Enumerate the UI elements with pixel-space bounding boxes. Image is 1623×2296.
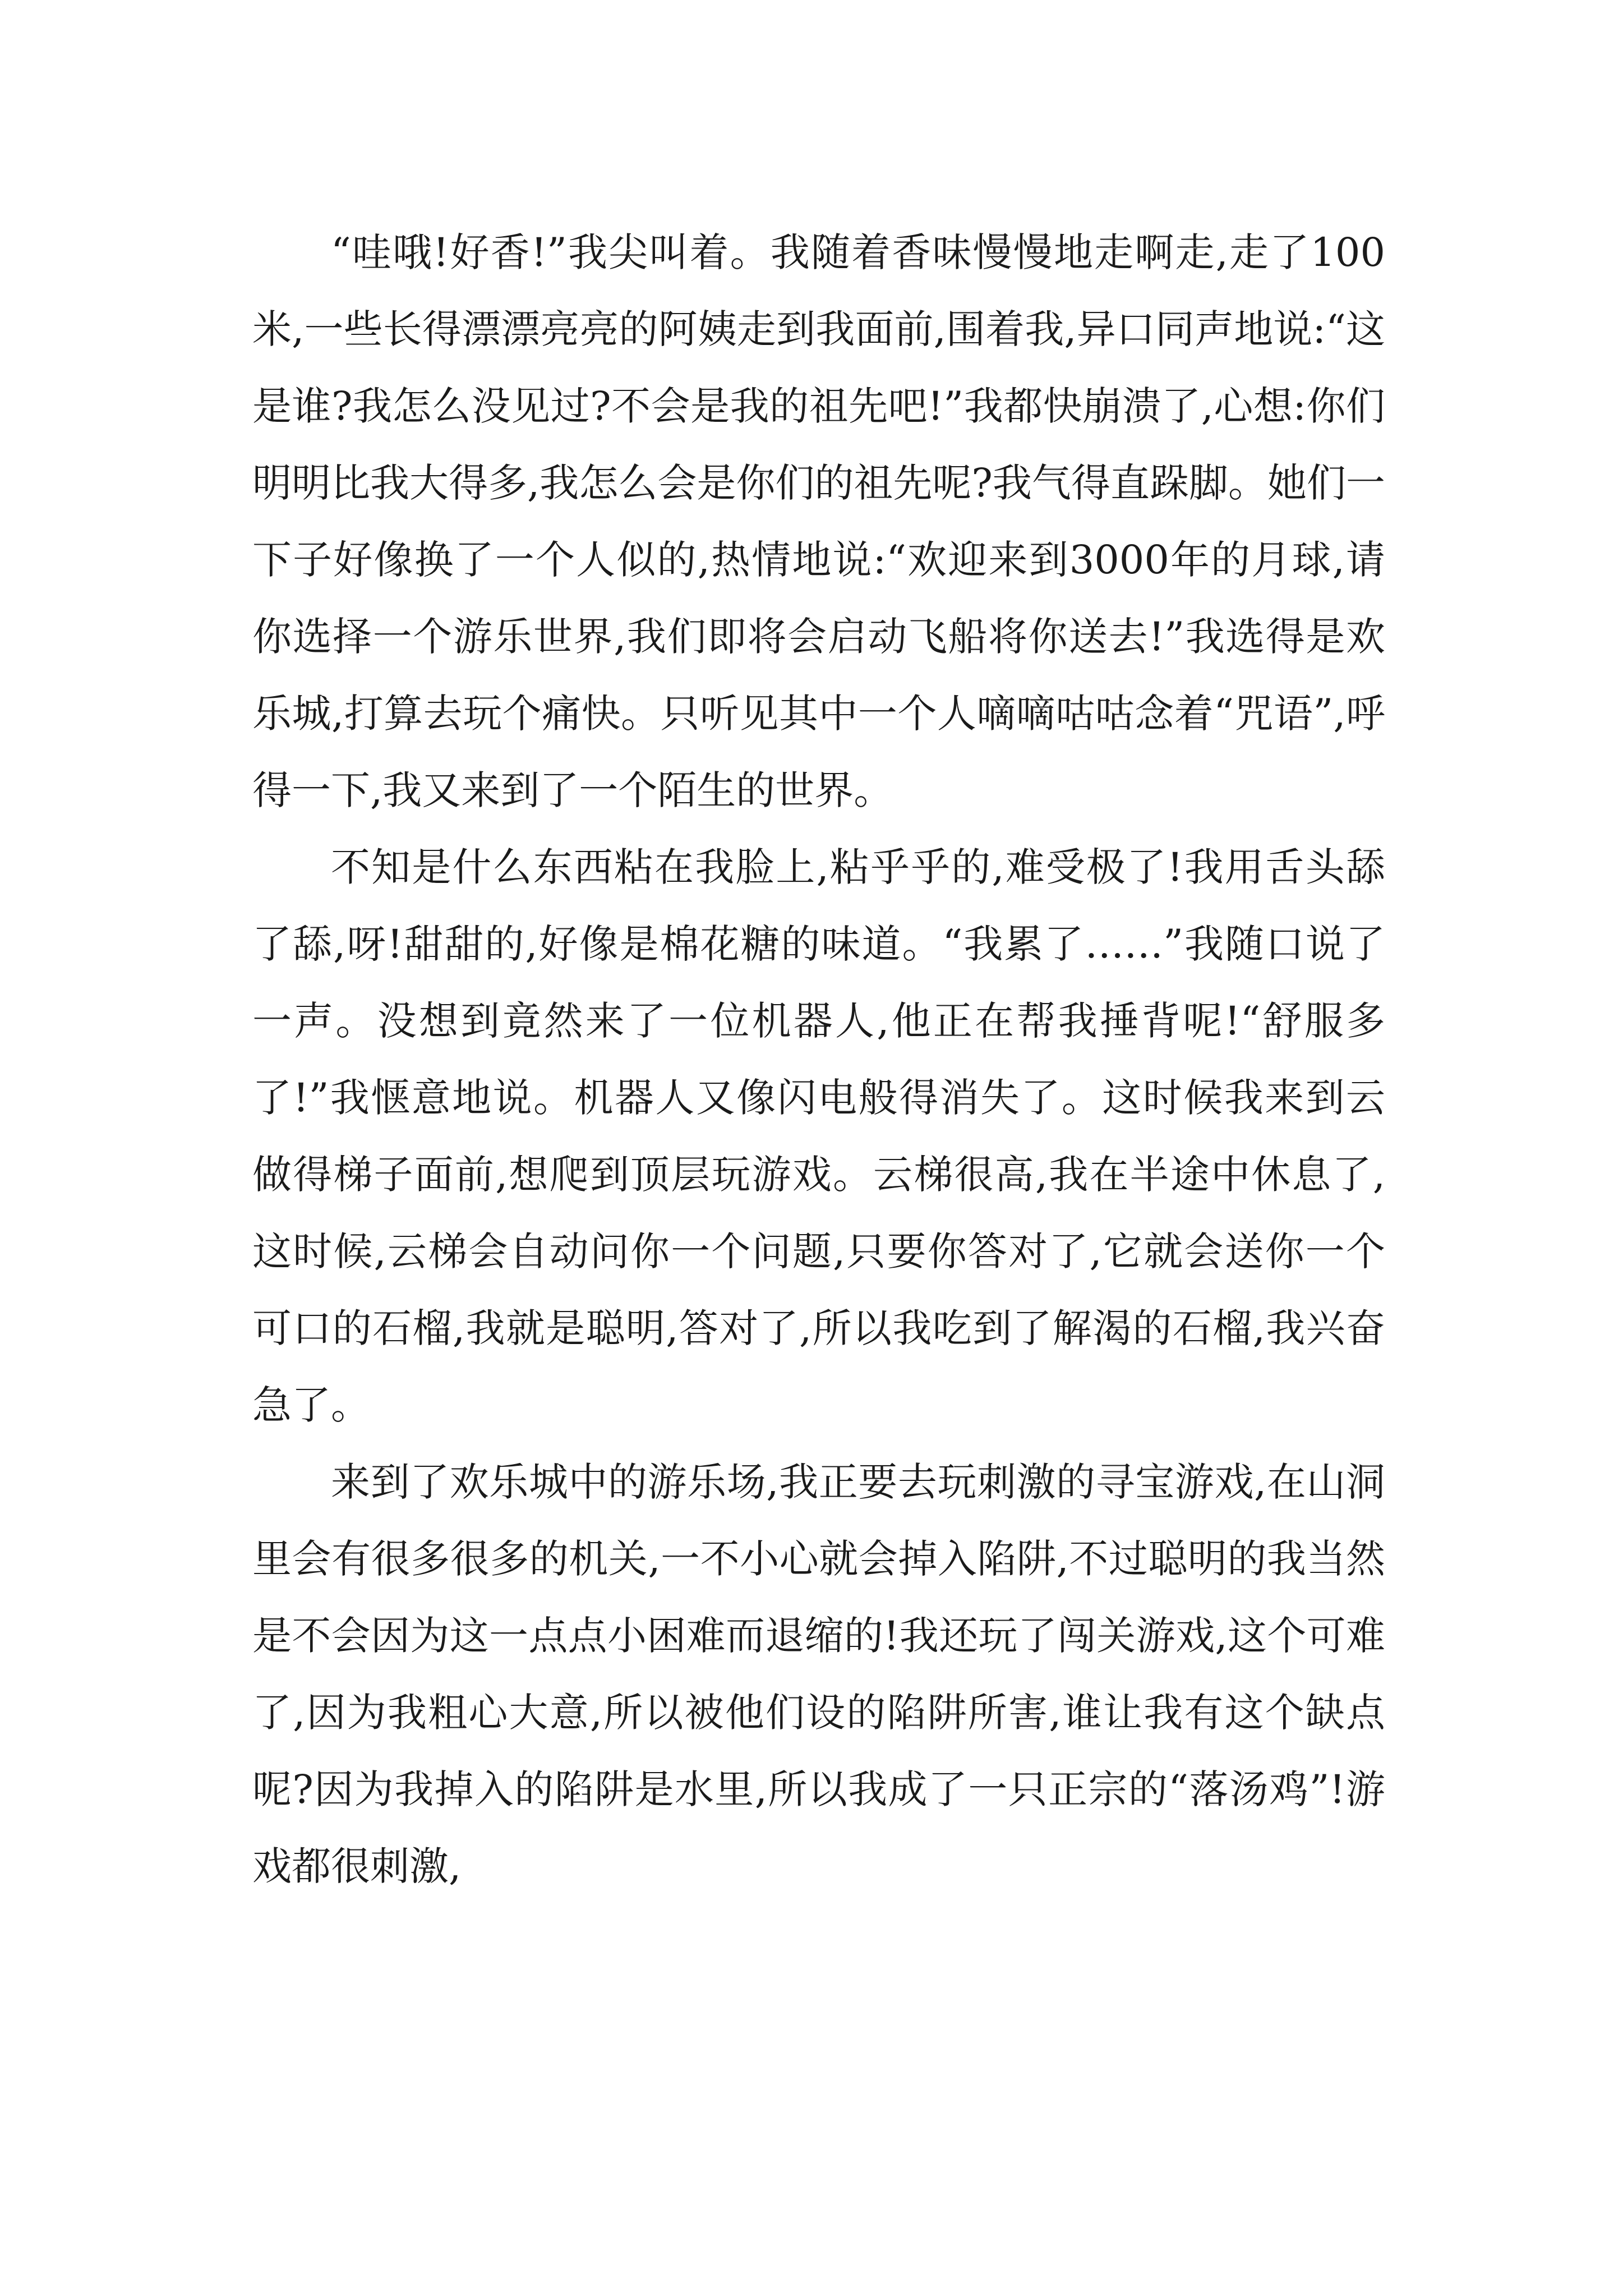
document-body <box>252 214 1385 1905</box>
paragraph-3: 来到了欢乐城中的游乐场,我正要去玩刺激的寻宝游戏,在山洞里会有很多很多的机关,一不小心就会掉入陷阱,不过聪明的我当然是不会因为这一点点小困难而退缩的!我还玩了闯关游戏,这个可难了,因为我粗心大意,所以被他们设的陷阱所害,谁让我有这个缺点呢?因为我掉入的陷阱是水里,所以我成了一只正宗的“落汤鸡”!游戏都很刺激, <box>252 1459 1385 1889</box>
paragraph-1: “哇哦!好香!”我尖叫着。我随着香味慢慢地走啊走,走了100米,一些长得漂漂亮亮的阿姨走到我面前,围着我,异口同声地说:“这是谁?我怎么没见过?不会是我的祖先吧!”我都快崩溃了,心想:你们明明比我大得多,我怎么会是你们的祖先呢?我气得直跺脚。她们一下子好像换了一个人似的,热情地说:“欢迎来到3000年的月球,请你选择一个游乐世界,我们即将会启动飞船将你送去!”我选得是欢乐城,打算去玩个痛快。只听见其中一个人嘀嘀咕咕念着“咒语”,呼得一下,我又来到了一个陌生的世界。 <box>252 229 1385 813</box>
paragraph-2: 不知是什么东西粘在我脸上,粘乎乎的,难受极了!我用舌头舔了舔,呀!甜甜的,好像是棉花糖的味道。“我累了……”我随口说了一声。没想到竟然来了一位机器人,他正在帮我捶背呢!“舒服多了!”我惬意地说。机器人又像闪电般得消失了。这时候我来到云做得梯子面前,想爬到顶层玩游戏。云梯很高,我在半途中休息了,这时候,云梯会自动问你一个问题,只要你答对了,它就会送你一个可口的石榴,我就是聪明,答对了,所以我吃到了解渴的石榴,我兴奋急了。 <box>252 844 1385 1428</box>
